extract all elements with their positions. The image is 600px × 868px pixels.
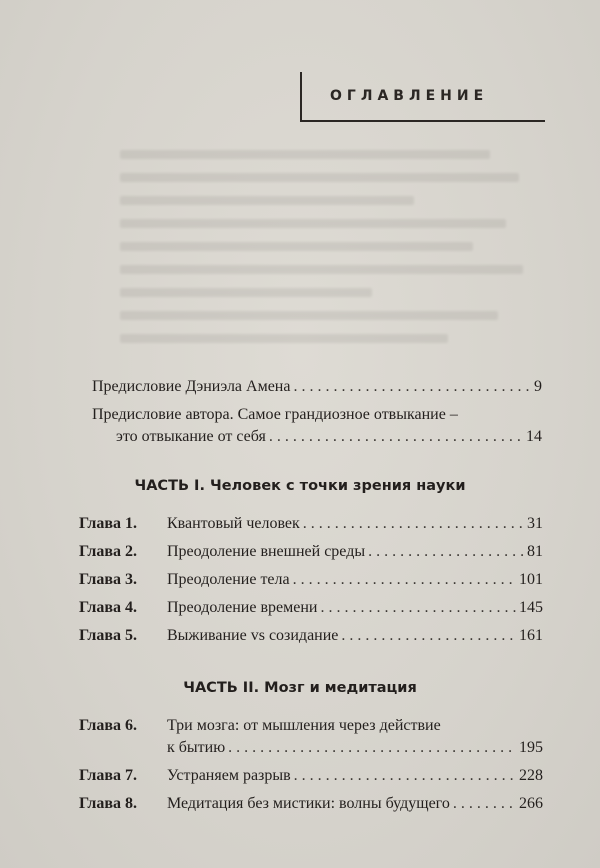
page-number: 101 [519,571,543,588]
chapter-number: Глава 8. [79,795,137,812]
chapter-title-line-1: Три мозга: от мышления через действие [167,717,441,734]
entry-title: Предисловие Дэниэла Амена [92,378,291,395]
dot-leader [453,793,516,815]
dot-leader [269,426,523,448]
page-number: 145 [519,599,543,616]
chapter-title: Медитация без мистики: волны будущего [167,795,450,812]
toc-chapter-1 [79,513,543,535]
dot-leader [293,569,516,591]
entry-title-line-1: Предисловие автора. Самое грандиозное отвыкание – [92,406,458,423]
chapter-title: Устраняем разрыв [167,767,291,784]
page-number: 266 [519,795,543,812]
toc-chapter-6 [79,715,543,759]
chapter-title: Квантовый человек [167,515,300,532]
toc-entry-author-foreword [92,404,542,448]
header-horizontal-rule [300,120,545,122]
chapter-number: Глава 4. [79,599,137,616]
chapter-title-line-2: к бытию [167,739,226,756]
page-number: 31 [527,515,543,532]
toc-chapter-8 [79,793,543,815]
toc-chapter-7 [79,765,543,787]
toc-chapter-5 [79,625,543,647]
part-heading-1: ЧАСТЬ I. Человек с точки зрения науки [134,478,466,494]
chapter-number: Глава 5. [79,627,137,644]
header-vertical-rule [300,72,302,122]
toc-chapter-2 [79,541,543,563]
dot-leader [293,376,531,398]
page-number: 161 [519,627,543,644]
chapter-title: Преодоление тела [167,571,290,588]
toc-chapter-4 [79,597,543,619]
part-heading-2: ЧАСТЬ II. Мозг и медитация [183,680,417,696]
toc-entry-foreword-amen [92,376,542,398]
chapter-number: Глава 7. [79,767,137,784]
toc-chapter-3 [79,569,543,591]
chapter-number: Глава 3. [79,571,137,588]
dot-leader [303,513,524,535]
page-number: 81 [527,543,543,560]
dot-leader [320,597,516,619]
dot-leader [341,625,516,647]
chapter-title: Выживание vs созидание [167,627,339,644]
page-title: ОГЛАВЛЕНИЕ [330,88,489,104]
dot-leader [294,765,516,787]
dot-leader [368,541,524,563]
page-number: 9 [534,378,542,395]
bleed-through-text [120,150,540,340]
page-number: 195 [519,739,543,756]
dot-leader [228,737,516,759]
chapter-title: Преодоление времени [167,599,318,616]
chapter-number: Глава 2. [79,543,137,560]
entry-title-line-2: это отвыкание от себя [116,428,266,445]
page-number: 228 [519,767,543,784]
chapter-title: Преодоление внешней среды [167,543,366,560]
chapter-number: Глава 1. [79,515,137,532]
page-number: 14 [526,428,542,445]
chapter-number: Глава 6. [79,717,137,734]
